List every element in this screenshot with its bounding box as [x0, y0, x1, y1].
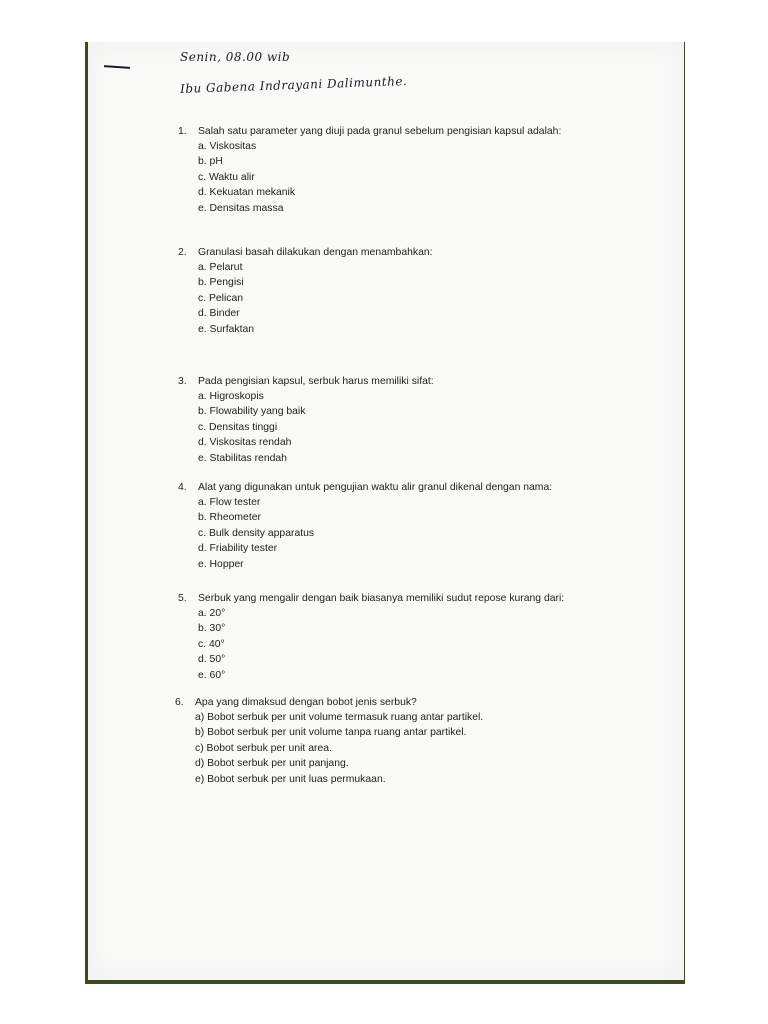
question-number: 1.: [178, 126, 187, 137]
option: c. Densitas tinggi: [198, 421, 278, 433]
question-number: 3.: [178, 376, 187, 387]
option: a. Higroskopis: [198, 391, 264, 402]
option: e) Bobot serbuk per unit luas permukaan.: [195, 773, 386, 785]
option: b. 30°: [198, 623, 226, 635]
option: c. 40°: [198, 638, 225, 650]
option: b. Rheometer: [198, 512, 261, 524]
handwritten-lecturer: Ibu Gabena Indrayani Dalimunthe.: [179, 74, 408, 96]
question-number: 6.: [175, 697, 184, 708]
question-number: 2.: [178, 247, 187, 258]
option: c. Pelican: [198, 292, 244, 304]
option: e. 60°: [198, 669, 226, 681]
option: a. Viskositas: [198, 141, 257, 152]
question-text: Alat yang digunakan untuk pengujian waktu alir granul dikenal dengan nama:: [198, 482, 553, 493]
option: e. Hopper: [198, 558, 244, 570]
option: b. Flowability yang baik: [198, 406, 306, 418]
question-6: [175, 695, 483, 787]
question-3: [178, 374, 434, 466]
option: d. Binder: [198, 308, 240, 320]
question-text: Pada pengisian kapsul, serbuk harus memiliki sifat:: [198, 376, 434, 387]
question-text: Salah satu parameter yang diuji pada granul sebelum pengisian kapsul adalah:: [198, 126, 562, 137]
option: c. Waktu alir: [198, 171, 255, 183]
option: d. Viskositas rendah: [198, 437, 292, 449]
option: e. Stabilitas rendah: [198, 452, 287, 464]
option: b) Bobot serbuk per unit volume tanpa ruang antar partikel.: [195, 727, 467, 739]
question-5: [178, 591, 564, 683]
option: e. Surfaktan: [198, 323, 255, 335]
option: c. Bulk density apparatus: [198, 527, 315, 539]
option: a) Bobot serbuk per unit volume termasuk ruang antar partikel.: [195, 712, 484, 723]
question-2: [178, 245, 433, 337]
question-4: [178, 480, 552, 572]
option: e. Densitas massa: [198, 202, 284, 214]
option: d) Bobot serbuk per unit panjang.: [195, 758, 349, 770]
option: a. Pelarut: [198, 262, 243, 273]
question-text: Granulasi basah dilakukan dengan menambahkan:: [198, 247, 433, 258]
option: d. Friability tester: [198, 543, 278, 555]
handwritten-date: Senin, 08.00 wib: [180, 50, 291, 64]
question-number: 5.: [178, 593, 187, 604]
option: c) Bobot serbuk per unit area.: [195, 742, 332, 754]
option: d. 50°: [198, 654, 226, 666]
option: a. Flow tester: [198, 497, 261, 508]
option: d. Kekuatan mekanik: [198, 187, 296, 199]
question-text: Serbuk yang mengalir dengan baik biasanya memiliki sudut repose kurang dari:: [198, 593, 565, 604]
option: a. 20°: [198, 608, 226, 619]
option: b. pH: [198, 156, 223, 168]
question-number: 4.: [178, 482, 187, 493]
question-text: Apa yang dimaksud dengan bobot jenis serbuk?: [195, 697, 417, 708]
question-1: [178, 124, 561, 216]
option: b. Pengisi: [198, 277, 244, 289]
